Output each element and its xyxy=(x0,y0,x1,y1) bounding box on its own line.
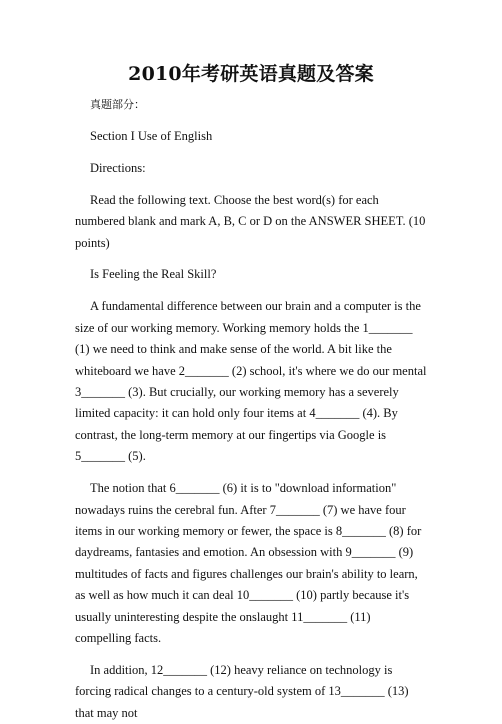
passage-paragraph: A fundamental difference between our brain and a computer is the size of our working memory. Working memory holds the 1_______ (1) we need to think and make sense of the world. A bit like the whiteboard we have 2_______ (2) school, it's where we do our mental 3_______ (3). But crucially, our working memory has a severely limited capacity: it can hold only four items at 4_______ (4). By contrast, the long-term memory at our fingertips via Google is 5_______ (5). xyxy=(75,299,427,464)
passage-paragraph: In addition, 12_______ (12) heavy reliance on technology is forcing radical changes to a century-old system of 13_______ (13) that may not xyxy=(75,662,409,720)
section-heading: Section I Use of English xyxy=(90,128,213,143)
directions-heading: Directions: xyxy=(90,160,146,175)
passage-paragraph: The notion that 6_______ (6) it is to "download information" nowadays ruins the cerebral fun. After 7_______ (7) we have four items in our working memory or fewer, the space is 8_______ (8) for daydreams, fantasies and emotion. An obsession with 9_______ (9) multitudes of facts and figures challenges our brain's ability to learn, as well as how much it can deal 10_______ (10) partly because it's usually uninteresting despite the onslaught 11_______ (11) compelling facts. xyxy=(75,481,422,645)
document-body xyxy=(75,94,427,724)
section-label: 真题部分： xyxy=(90,98,145,111)
directions-text: Read the following text. Choose the best word(s) for each numbered blank and mark A, B, C or D on the ANSWER SHEET. (10 points) xyxy=(75,192,426,250)
passage-title: Is Feeling the Real Skill? xyxy=(90,267,217,282)
document-title: 2010年考研英语真题及答案 xyxy=(128,63,374,85)
